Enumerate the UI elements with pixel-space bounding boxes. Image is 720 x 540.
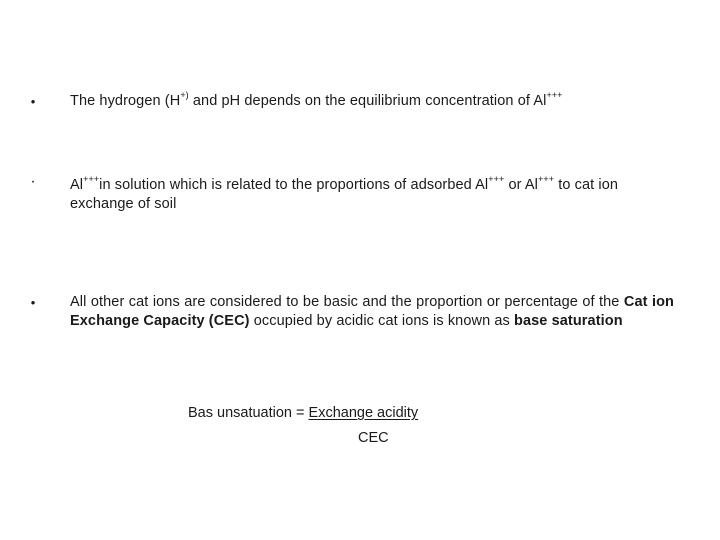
formula-denominator: CEC	[358, 430, 389, 446]
formula-equation	[188, 404, 418, 423]
bullet-marker: •	[30, 94, 36, 109]
bullet-text: All other cat ions are considered to be basic and the proportion or percentage of the Cat ion Exchange Capacity (CEC) occupied by acidic cat ions is known as base saturation	[70, 294, 675, 329]
bullet-marker: ·	[30, 173, 36, 190]
bullet-text: The hydrogen (H+) and pH depends on the equilibrium concentration of Al+++	[70, 90, 563, 109]
formula-numerator: Exchange acidity	[308, 405, 419, 421]
bullet-marker: •	[30, 295, 36, 310]
bullet-text: Al+++in solution which is related to the proportions of adsorbed Al+++ or Al+++ to cat ion exchange of soil	[70, 174, 619, 212]
formula-lhs: Bas unsatuation =	[188, 405, 309, 421]
